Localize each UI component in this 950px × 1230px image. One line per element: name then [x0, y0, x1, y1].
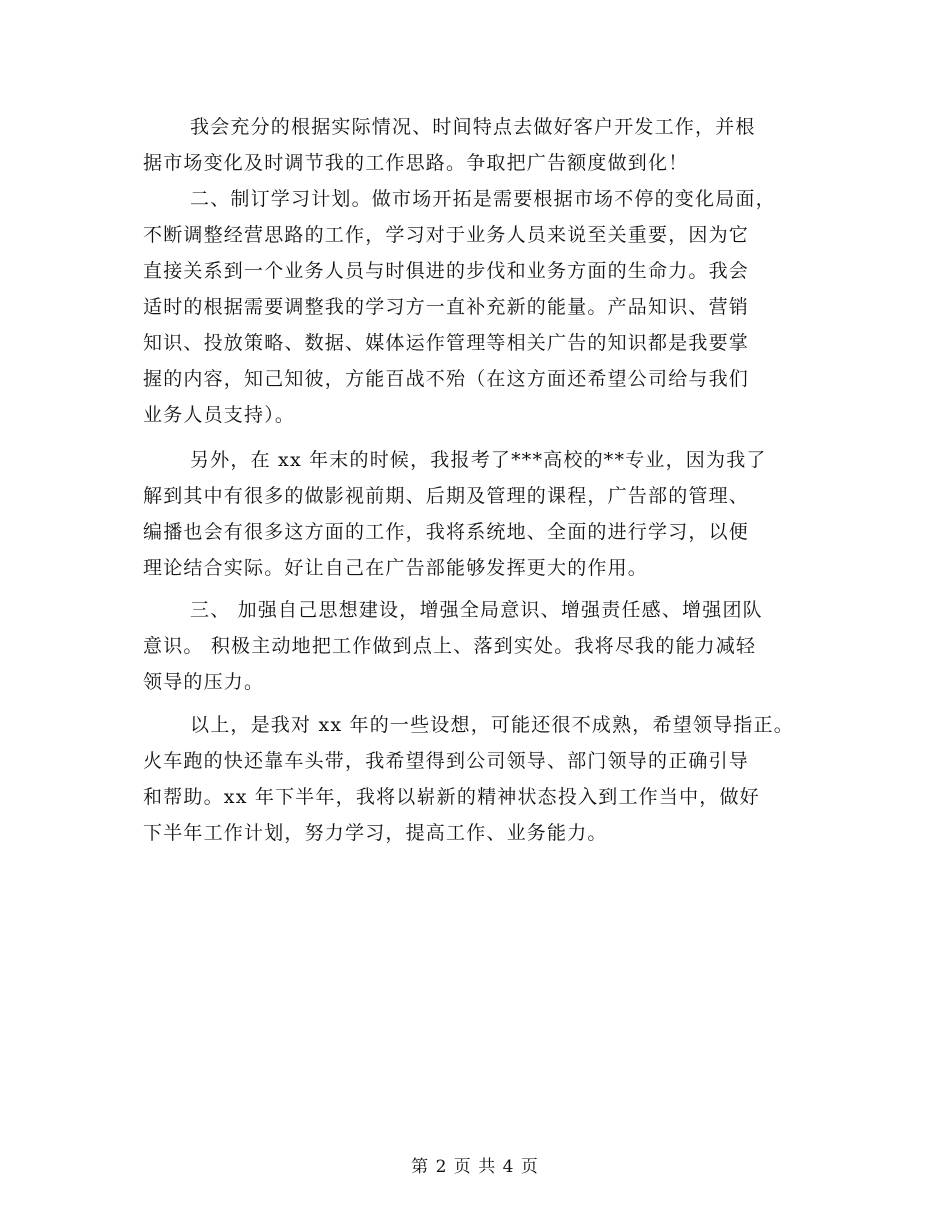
- text-line: 另外，在 xx 年末的时候，我报考了***高校的**专业，因为我了: [190, 449, 767, 471]
- text-line: 握的内容，知己知彼，方能百战不殆（在这方面还希望公司给与我们: [143, 368, 750, 390]
- text-line: 直接关系到一个业务人员与时俱进的步伐和业务方面的生命力。我会: [143, 260, 750, 282]
- text-line: 三、 加强自己思想建设，增强全局意识、增强责任感、增强团队: [190, 599, 763, 621]
- text-line: 我会充分的根据实际情况、时间特点去做好客户开发工作，并根: [190, 116, 756, 138]
- text-line: 二、制订学习计划。做市场开拓是需要根据市场不停的变化局面，: [190, 188, 776, 210]
- text-line: 解到其中有很多的做影视前期、后期及管理的课程，广告部的管理、: [143, 485, 750, 507]
- text-line: 火车跑的快还靠车头带，我希望得到公司领导、部门领导的正确引导: [143, 750, 750, 772]
- text-line: 据市场变化及时调节我的工作思路。争取把广告额度做到化！: [143, 152, 689, 174]
- text-line: 不断调整经营思路的工作，学习对于业务人员来说至关重要，因为它: [143, 224, 750, 246]
- text-line: 适时的根据需要调整我的学习方一直补充新的能量。产品知识、营销: [143, 296, 750, 318]
- text-line: 和帮助。xx 年下半年，我将以崭新的精神状态投入到工作当中，做好: [143, 786, 760, 808]
- text-line: 以上，是我对 xx 年的一些设想，可能还很不成熟，希望领导指正。: [190, 714, 794, 736]
- text-line: 编播也会有很多这方面的工作，我将系统地、全面的进行学习，以便: [143, 521, 750, 543]
- text-line: 理论结合实际。好让自己在广告部能够发挥更大的作用。: [143, 557, 649, 579]
- text-line: 知识、投放策略、数据、媒体运作管理等相关广告的知识都是我要掌: [143, 332, 750, 354]
- text-line: 业务人员支持）。: [143, 404, 296, 426]
- text-line: 下半年工作计划，努力学习，提高工作、业务能力。: [143, 822, 608, 844]
- page-number: 第 2 页 共 4 页: [411, 1157, 539, 1177]
- text-line: 意识。 积极主动地把工作做到点上、落到实处。我将尽我的能力减轻: [143, 635, 757, 657]
- text-line: 领导的压力。: [143, 671, 265, 693]
